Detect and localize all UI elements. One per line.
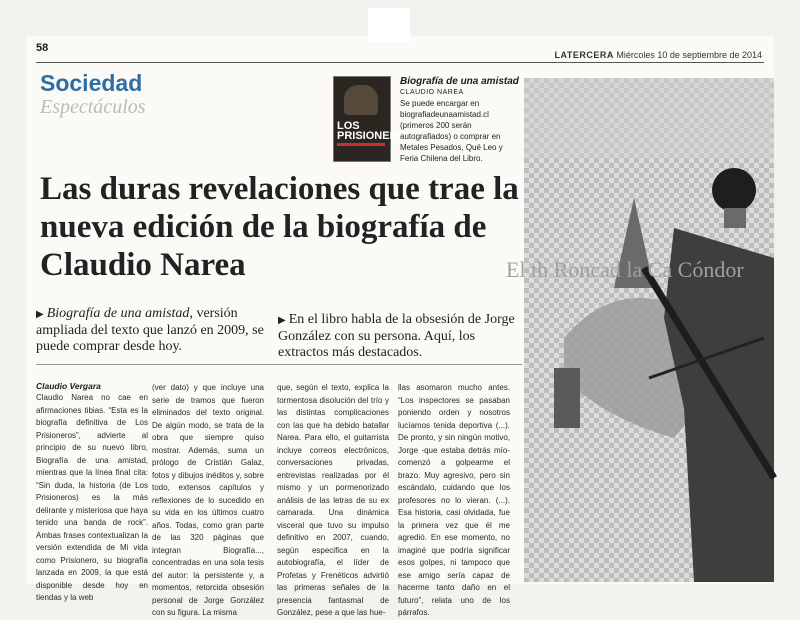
sidebar-title: Biografía de una amistad	[400, 76, 519, 87]
lead-paragraph-2	[278, 312, 522, 361]
article-column-4	[398, 382, 510, 617]
lead-1-text: , versión ampliada del texto que lanzó en 2009, se puede comprar desde hoy.	[36, 306, 264, 354]
lead-1-italic: Biografía de una amistad	[46, 306, 190, 321]
paper-tape	[368, 8, 410, 42]
book-cover-figures	[344, 85, 378, 115]
triangle-bullet-icon: ▶	[278, 315, 286, 326]
article-column-3	[277, 382, 389, 617]
article-column-2	[152, 382, 264, 617]
header-rule	[36, 62, 764, 63]
photo-background-text: El th Roncad la Ca Cóndor	[506, 257, 744, 282]
book-cover-title: LOS PRISIONEROS	[337, 120, 414, 142]
sidebar-text: Se puede encargar en biografiadeunaamistad.cl (primeros 200 serán autografiados) o comprar en Metales Pesados, Qué Leo y Feria Chilena del Libro.	[400, 99, 503, 163]
column-4-text: llas asomaron mucho antes. “Los inspectores se pasaban poniendo orden y nosotros lucíamos tenida deportiva (...). De pronto, y sin ningún motivo, Jorge -que estaba detrás mío- comenzó a golpearme el brazo. Muy agresivo, pero sin escándalo, cuidando que los profesores no lo vieran. (...). Esa historia, casi olvidada, fue la primera vez que él me agredió. En ese momento, no imaginé que podría significar esos golpes, ni tampoco que ese amigo sería capaz de hacerme tanto daño en el futuro”, relata uno de los párrafos.	[398, 383, 510, 617]
column-1-text: Claudio Narea no cae en afirmaciones tibias. “Esta es la biografía definitiva de Los Prisioneros”, advierte al principio de su nuevo libro, Biografía de una amistad, mientras que la línea final cita: “Sin duda, la historia (de Los Prisioneros) es la más delirante y misteriosa que haya tenido una banda de rock”. Ambas frases contextualizan la versión extendida de Mi vida como Prisionero, su biografía lanzada en 2009, la que está disponible desde hoy en tiendas y la web	[36, 393, 148, 602]
book-cover-image	[333, 76, 414, 162]
section-title: Sociedad	[40, 70, 143, 96]
musician-photo	[506, 78, 774, 582]
lead-paragraph-1	[36, 306, 276, 355]
column-2-text: (ver dato) y que incluye una serie de tramos que fueron eliminados del texto original. De algún modo, se trata de la obra que siempre quiso mostrar. Además, suma un prólogo de Cristián Galaz, fotos y dibujos inéditos y, sobre todo, extensos capítulos y reflexiones de lo sucedido en su vida en los últimos cuatro años. Todas, como gran parte de las 320 páginas que integran Biografía..., concentradas en una sola tesis del autor: la persistente y, a momentos, retorcida obsesión personal de Jorge González con su figura. La misma	[152, 383, 264, 617]
subsection-title: Espectáculos	[40, 96, 146, 118]
newspaper-name: LATERCERA	[554, 50, 614, 60]
column-3-text: que, según el texto, explica la tormentosa disolución del trío y las distintas complicaciones con las que ha debido batallar Narea. Para ello, el guitarrista incluye correos electrónicos, conversaciones privadas, entrevistas realizadas por él mismo y un pormenorizado análisis de las letras de su ex camarada. Una dinámica visceral que tuvo su impulso definitivo en 2007, cuando, según especifica en la autobiografía, el líder de Profetas y Frenéticos advirtió las primeras señales de la presencia fantasmal de González, pese a que las hue-	[277, 383, 389, 617]
body-rule	[36, 364, 522, 365]
sidebar-author: CLAUDIO NAREA	[400, 89, 464, 96]
book-cover-stripe	[337, 143, 385, 146]
triangle-bullet-icon: ▶	[36, 309, 44, 320]
photo-illustration	[524, 78, 774, 582]
page-header	[555, 50, 762, 60]
byline: Claudio Vergara	[36, 381, 101, 391]
article-column-1	[36, 392, 148, 602]
article-headline: Las duras revelaciones que trae la nueva edición de la biografía de Claudio Narea	[40, 171, 519, 283]
issue-date: Miércoles 10 de septiembre de 2014	[616, 50, 762, 60]
page-number: 58	[36, 42, 49, 54]
lead-2-text: En el libro habla de la obsesión de Jorge González con su persona. Aquí, los extractos más destacados.	[278, 312, 515, 360]
